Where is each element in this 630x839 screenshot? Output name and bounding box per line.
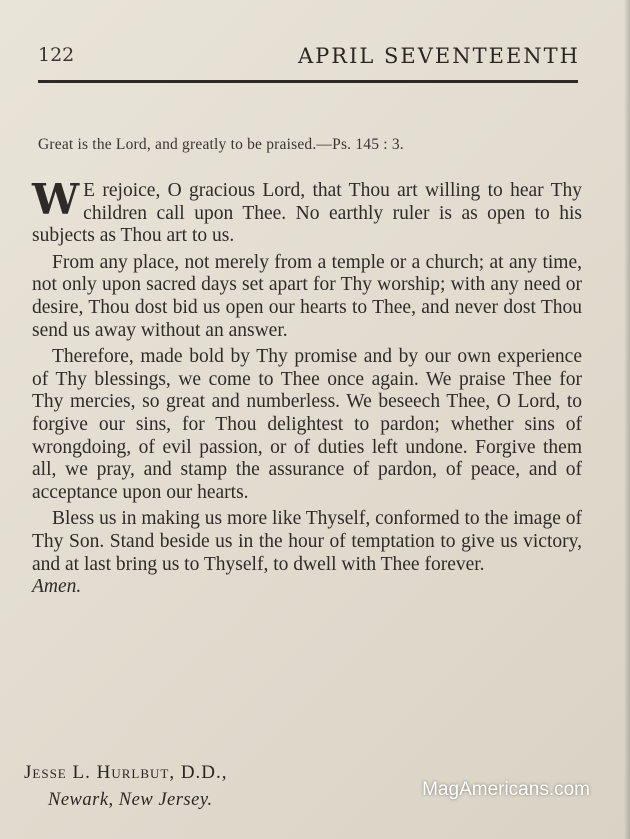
drop-cap: W <box>32 175 80 224</box>
paragraph-2: From any place, not merely from a temple or a church; at any time, not only upon sacred days set apart for Thy worship; with any need or desire, Thou dost bid us open our hearts to Thee, and never dost Thou send us away without an answer. <box>32 251 582 341</box>
author-location: Newark, New Jersey. <box>48 790 213 810</box>
paragraph-1 <box>32 175 582 248</box>
author-name: Jesse L. Hurlbut, D.D., <box>24 762 228 783</box>
page-number: 122 <box>38 44 75 66</box>
page-header <box>38 44 580 78</box>
paragraph-4 <box>32 508 582 598</box>
watermark: MagAmericans.com <box>422 779 590 800</box>
amen: Amen. <box>32 576 82 598</box>
paragraph-4-text: Bless us in making us more like Thyself, conformed to the image of Thy Son. Stand beside us in the hour of temptation to give us victory, and at last bring us to Thyself, to dwell with Thee forever. <box>32 508 582 575</box>
running-title: APRIL SEVENTEENTH <box>298 44 580 68</box>
scripture-epigraph: Great is the Lord, and greatly to be praised.—Ps. 145 : 3. <box>38 136 404 153</box>
prayer-body <box>32 175 582 603</box>
paragraph-1-text: E rejoice, O gracious Lord, that Thou art willing to hear Thy children call upon Thee. No earthly ruler is as open to his subjects as Thou art to us. <box>32 180 582 247</box>
signature <box>24 762 424 811</box>
header-rule <box>38 80 578 83</box>
page-edge <box>624 0 630 839</box>
paragraph-3: Therefore, made bold by Thy promise and by our own experience of Thy blessings, we come to Thee once again. We praise Thee for Thy mercies, so great and numberless. We beseech Thee, O Lord, to forgive our sins, for Thou delightest to pardon; whether sins of wrongdoing, of evil passion, or of duties left undone. Forgive them all, we pray, and stamp the assurance of pardon, of peace, and of acceptance upon our hearts. <box>32 346 582 503</box>
